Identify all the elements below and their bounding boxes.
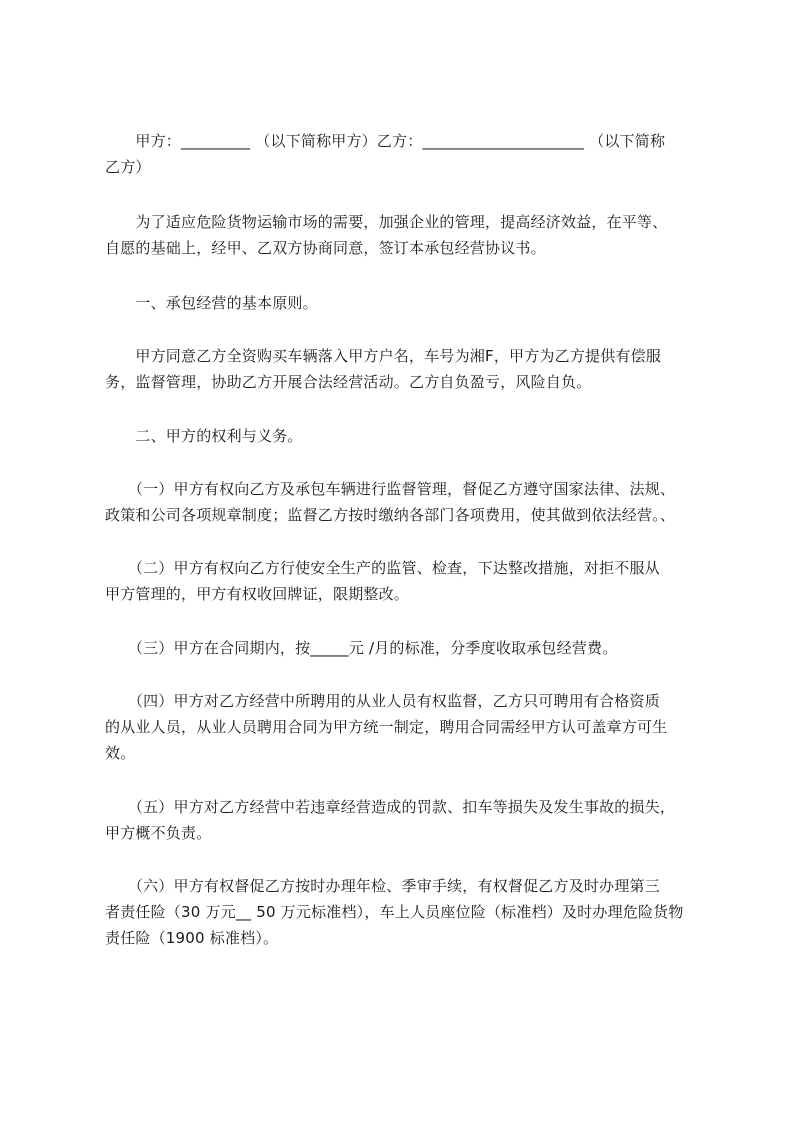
parties-line-1: 甲方：_________ （以下简称甲方）乙方：_____________________ （以下简称 bbox=[105, 132, 666, 150]
clause-1-line-1: （一）甲方有权向乙方及承包车辆进行监督管理，督促乙方遵守国家法律、法规、 bbox=[105, 480, 676, 498]
clause-6-line-2: 者责任险（30 万元__ 50 万元标准档），车上人员座位险（标准档）及时办理危险货物 bbox=[105, 903, 684, 921]
clause-4-line-2: 的从业人员，从业人员聘用合同为甲方统一制定，聘用合同需经甲方认可盖章方可生 bbox=[105, 718, 668, 736]
clause-4-line-3: 效。 bbox=[105, 744, 136, 762]
clause-6-line-1: （六）甲方有权督促乙方按时办理年检、季审手续，有权督促乙方及时办理第三 bbox=[105, 877, 660, 895]
section-1-body-line-1: 甲方同意乙方全资购买车辆落入甲方户名，车号为湘F，甲方为乙方提供有偿服 bbox=[105, 347, 662, 365]
preamble-line-1: 为了适应危险货物运输市场的需要，加强企业的管理，提高经济效益，在平等、 bbox=[105, 213, 668, 231]
section-2-heading: 二、甲方的权利与义务。 bbox=[105, 427, 303, 445]
section-1-body-line-2: 务，监督管理，协助乙方开展合法经营活动。乙方自负盈亏，风险自负。 bbox=[105, 373, 592, 391]
clause-5-line-2: 甲方概不负责。 bbox=[105, 824, 212, 842]
section-1-heading: 一、承包经营的基本原则。 bbox=[105, 294, 318, 312]
parties-line-2: 乙方） bbox=[105, 158, 151, 176]
clause-2-line-2: 甲方管理的，甲方有权收回牌证，限期整改。 bbox=[105, 585, 410, 603]
clause-5-line-1: （五）甲方对乙方经营中若违章经营造成的罚款、扣车等损失及发生事故的损失， bbox=[105, 798, 676, 816]
clause-2-line-1: （二）甲方有权向乙方行使安全生产的监管、检查，下达整改措施，对拒不服从 bbox=[105, 559, 660, 577]
clause-6-line-3: 责任险（1900 标准档）。 bbox=[105, 929, 279, 947]
preamble-line-2: 自愿的基础上，经甲、乙双方协商同意，签订本承包经营协议书。 bbox=[105, 239, 546, 257]
clause-4-line-1: （四）甲方对乙方经营中所聘用的从业人员有权监督，乙方只可聘用有合格资质 bbox=[105, 692, 660, 710]
clause-3-line-1: （三）甲方在合同期内，按_____元 /月的标准，分季度收取承包经营费。 bbox=[105, 639, 618, 657]
clause-1-line-2: 政策和公司各项规章制度；监督乙方按时缴纳各部门各项费用，使其做到依法经营。、 bbox=[105, 506, 676, 524]
